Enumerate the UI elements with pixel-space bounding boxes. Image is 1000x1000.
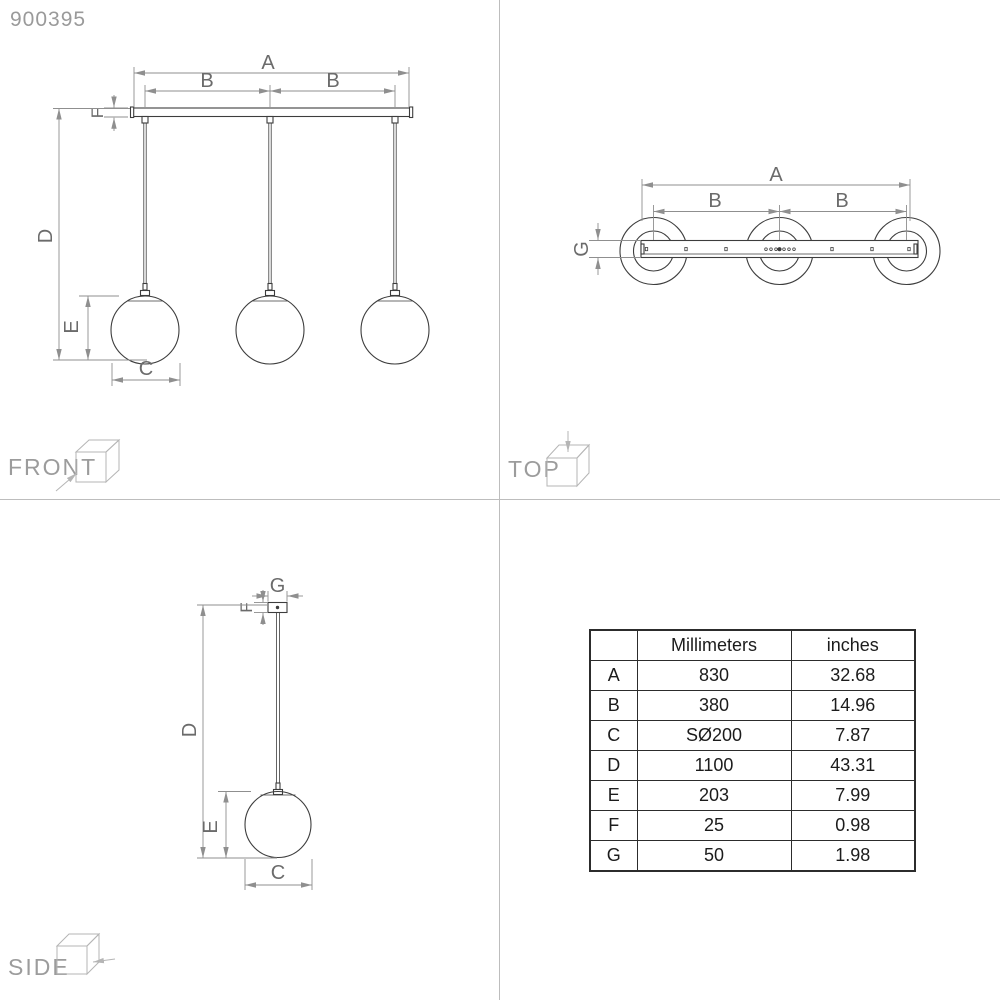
dim-label-D: D — [179, 722, 201, 738]
table-row — [590, 781, 915, 811]
dim-label-E: E — [61, 320, 83, 334]
row-inches: 43.31 — [791, 751, 915, 781]
dim-label-E: E — [200, 820, 222, 834]
dim-label-B: B — [708, 190, 722, 212]
row-key: E — [590, 781, 637, 811]
row-mm: 203 — [637, 781, 791, 811]
dim-label-A: A — [769, 164, 783, 186]
row-inches: 0.98 — [791, 811, 915, 841]
front-view-label: FRONT — [8, 454, 98, 480]
row-mm: SØ200 — [637, 721, 791, 751]
top-view-tag — [508, 431, 589, 486]
row-key: D — [590, 751, 637, 781]
dim-label-G: G — [571, 241, 593, 257]
dim-label-D: D — [35, 228, 57, 244]
table-row — [590, 721, 915, 751]
side-view-drawing — [245, 603, 311, 858]
pendant-cords — [144, 123, 396, 284]
top-view-label: TOP — [508, 456, 561, 482]
front-view-tag — [8, 440, 119, 491]
row-inches: 14.96 — [791, 691, 915, 721]
table-row — [590, 691, 915, 721]
front-view-dimensions — [35, 52, 409, 386]
row-key: C — [590, 721, 637, 751]
row-key: G — [590, 841, 637, 872]
row-key: B — [590, 691, 637, 721]
row-inches: 7.99 — [791, 781, 915, 811]
table-header-millimeters: Millimeters — [637, 630, 791, 661]
table-header-inches: inches — [791, 630, 915, 661]
dimensions-table — [589, 629, 916, 872]
table-row — [590, 661, 915, 691]
dim-label-B: B — [835, 190, 849, 212]
row-inches: 32.68 — [791, 661, 915, 691]
dim-label-B: B — [200, 70, 214, 92]
row-key: F — [590, 811, 637, 841]
top-view-drawing — [620, 218, 940, 285]
ceiling-bar — [133, 108, 410, 117]
top-view-dimensions — [571, 164, 910, 275]
dim-label-B: B — [326, 70, 340, 92]
dim-label-G: G — [269, 575, 286, 597]
top-view-panel — [500, 0, 1000, 500]
glass-globes — [111, 296, 429, 364]
product-code: 900395 — [10, 8, 87, 31]
side-view-dimensions — [179, 575, 312, 890]
front-view-panel — [0, 0, 500, 500]
side-view-panel — [0, 500, 500, 1000]
dim-label-A: A — [261, 52, 275, 74]
row-mm: 380 — [637, 691, 791, 721]
front-view-drawing — [111, 107, 429, 364]
row-mm: 25 — [637, 811, 791, 841]
row-mm: 830 — [637, 661, 791, 691]
row-inches: 1.98 — [791, 841, 915, 872]
row-mm: 50 — [637, 841, 791, 872]
table-header-blank — [590, 630, 637, 661]
table-row — [590, 841, 915, 872]
dim-label-C: C — [138, 358, 154, 380]
table-row — [590, 811, 915, 841]
table-header-row — [590, 630, 915, 661]
row-mm: 1100 — [637, 751, 791, 781]
row-inches: 7.87 — [791, 721, 915, 751]
dim-label-F: F — [88, 107, 107, 119]
side-view-label: SIDE — [8, 954, 70, 980]
row-key: A — [590, 661, 637, 691]
glass-globe — [245, 792, 311, 858]
dim-label-F: F — [237, 602, 256, 613]
dim-label-C: C — [270, 862, 286, 884]
table-row — [590, 751, 915, 781]
side-view-tag — [8, 934, 115, 980]
